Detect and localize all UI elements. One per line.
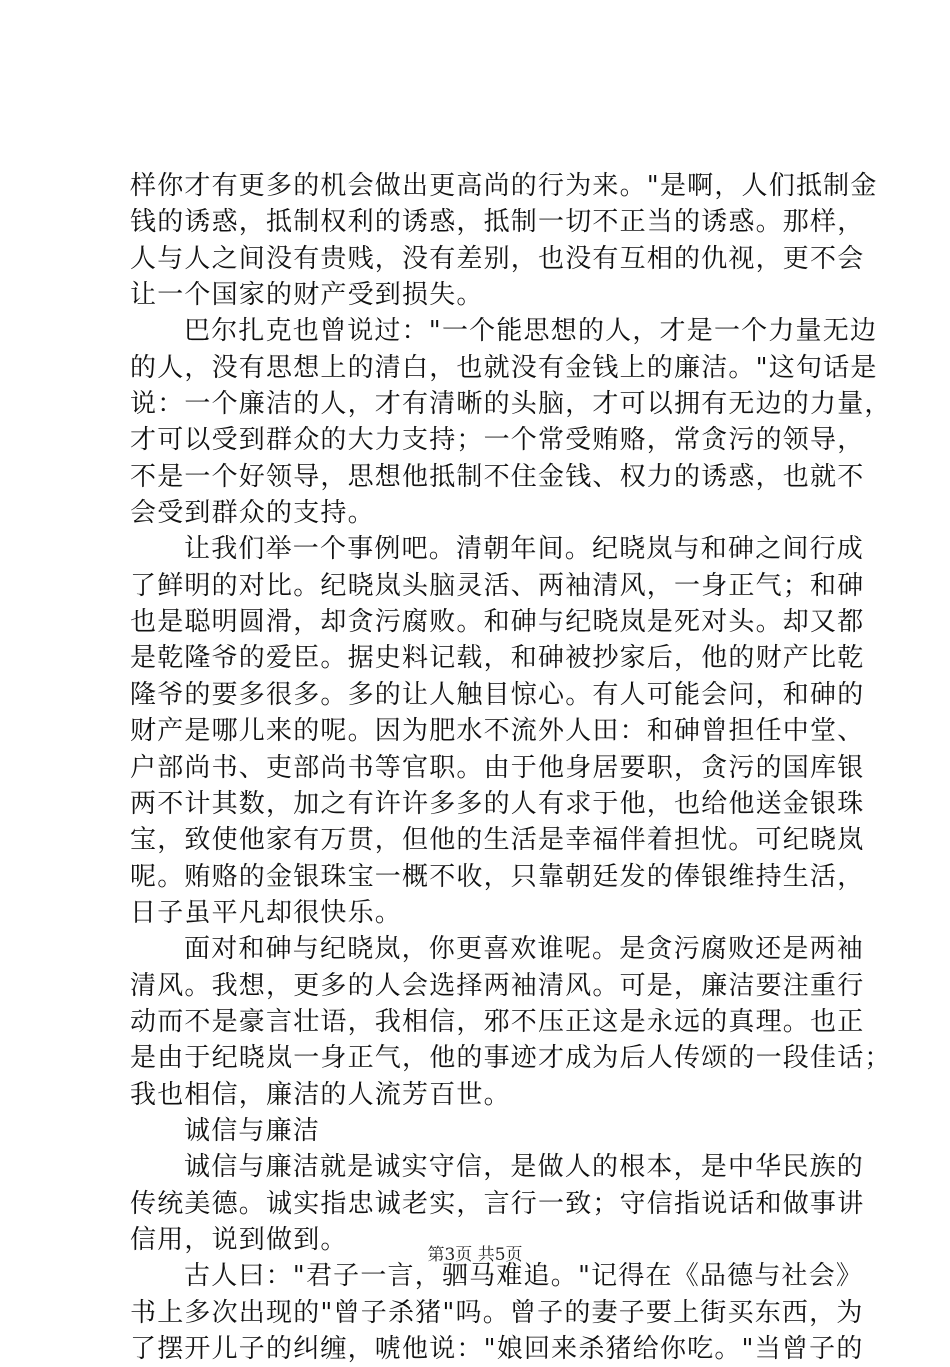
page-footer: [0, 1244, 950, 1266]
paragraph-start-line: 诚信与廉洁就是诚实守信，是做人的根本，是中华民族的: [184, 1152, 865, 1183]
text-line: 说：一个廉洁的人，才有清晰的头脑，才可以拥有无边的力量，: [130, 389, 892, 420]
text-line: 日子虽平凡却很快乐。: [130, 897, 403, 928]
text-line: 的人，没有思想上的清白，也就没有金钱上的廉洁。"这句话是: [130, 352, 878, 383]
text-line: 是由于纪晓岚一身正气，他的事迹才成为后人传颂的一段佳话；: [130, 1043, 892, 1074]
paragraph-start-line: 让我们举一个事例吧。清朝年间。纪晓岚与和砷之间行成: [184, 534, 865, 565]
text-line: 是乾隆爷的爱臣。据史料记载，和砷被抄家后，他的财产比乾: [130, 643, 865, 674]
paragraph-start-line: 古人曰："君子一言，驷马难追。"记得在《品德与社会》: [184, 1261, 864, 1292]
paragraph-start-line: 面对和砷与纪晓岚，你更喜欢谁呢。是贪污腐败还是两袖: [184, 934, 865, 965]
text-line: 了摆开儿子的纠缠，唬他说："娘回来杀猪给你吃。"当曾子的: [130, 1334, 864, 1364]
text-line: 户部尚书、吏部尚书等官职。由于他身居要职，贪污的国库银: [130, 752, 865, 783]
text-line: 也是聪明圆滑，却贪污腐败。和砷与纪晓岚是死对头。却又都: [130, 607, 865, 638]
section-heading: 诚信与廉洁: [184, 1115, 321, 1146]
text-line: 会受到群众的支持。: [130, 498, 375, 529]
text-line: 两不计其数，加之有许许多多的人有求于他，也给他送金银珠: [130, 788, 865, 819]
text-line: 我也相信，廉洁的人流芳百世。: [130, 1079, 511, 1110]
body-text: [130, 168, 892, 1367]
text-line: 书上多次出现的"曾子杀猪"吗。曾子的妻子要上街买东西，为: [130, 1297, 864, 1328]
text-line: 让一个国家的财产受到损失。: [130, 280, 484, 311]
page-number-label: 第3页 共5页: [427, 1245, 523, 1265]
text-line: 样你才有更多的机会做出更高尚的行为来。"是啊，人们抵制金: [130, 171, 878, 201]
paragraph-start-line: 巴尔扎克也曾说过："一个能思想的人，才是一个力量无边: [184, 316, 878, 347]
text-line: 财产是哪儿来的呢。因为肥水不流外人田：和砷曾担任中堂、: [130, 716, 865, 747]
text-line: 传统美德。诚实指忠诚老实，言行一致；守信指说话和做事讲: [130, 1188, 865, 1219]
text-line: 动而不是豪言壮语，我相信，邪不压正这是永远的真理。也正: [130, 1006, 865, 1037]
text-line: 了鲜明的对比。纪晓岚头脑灵活、两袖清风，一身正气；和砷: [130, 570, 865, 601]
text-line: 信用，说到做到。: [130, 1224, 348, 1255]
text-line: 钱的诱惑，抵制权利的诱惑，抵制一切不正当的诱惑。那样，: [130, 207, 865, 238]
text-line: 宝，致使他家有万贯，但他的生活是幸福伴着担忧。可纪晓岚: [130, 825, 865, 856]
text-line: 不是一个好领导，思想他抵制不住金钱、权力的诱惑，也就不: [130, 461, 865, 492]
text-line: 才可以受到群众的大力支持；一个常受贿赂，常贪污的领导，: [130, 425, 865, 456]
text-line: 清风。我想，更多的人会选择两袖清风。可是，廉洁要注重行: [130, 970, 865, 1001]
text-line: 隆爷的要多很多。多的让人触目惊心。有人可能会问，和砷的: [130, 679, 865, 710]
text-line: 人与人之间没有贵贱，没有差别，也没有互相的仇视，更不会: [130, 243, 865, 274]
text-line: 呢。贿赂的金银珠宝一概不收，只靠朝廷发的俸银维持生活，: [130, 861, 865, 892]
